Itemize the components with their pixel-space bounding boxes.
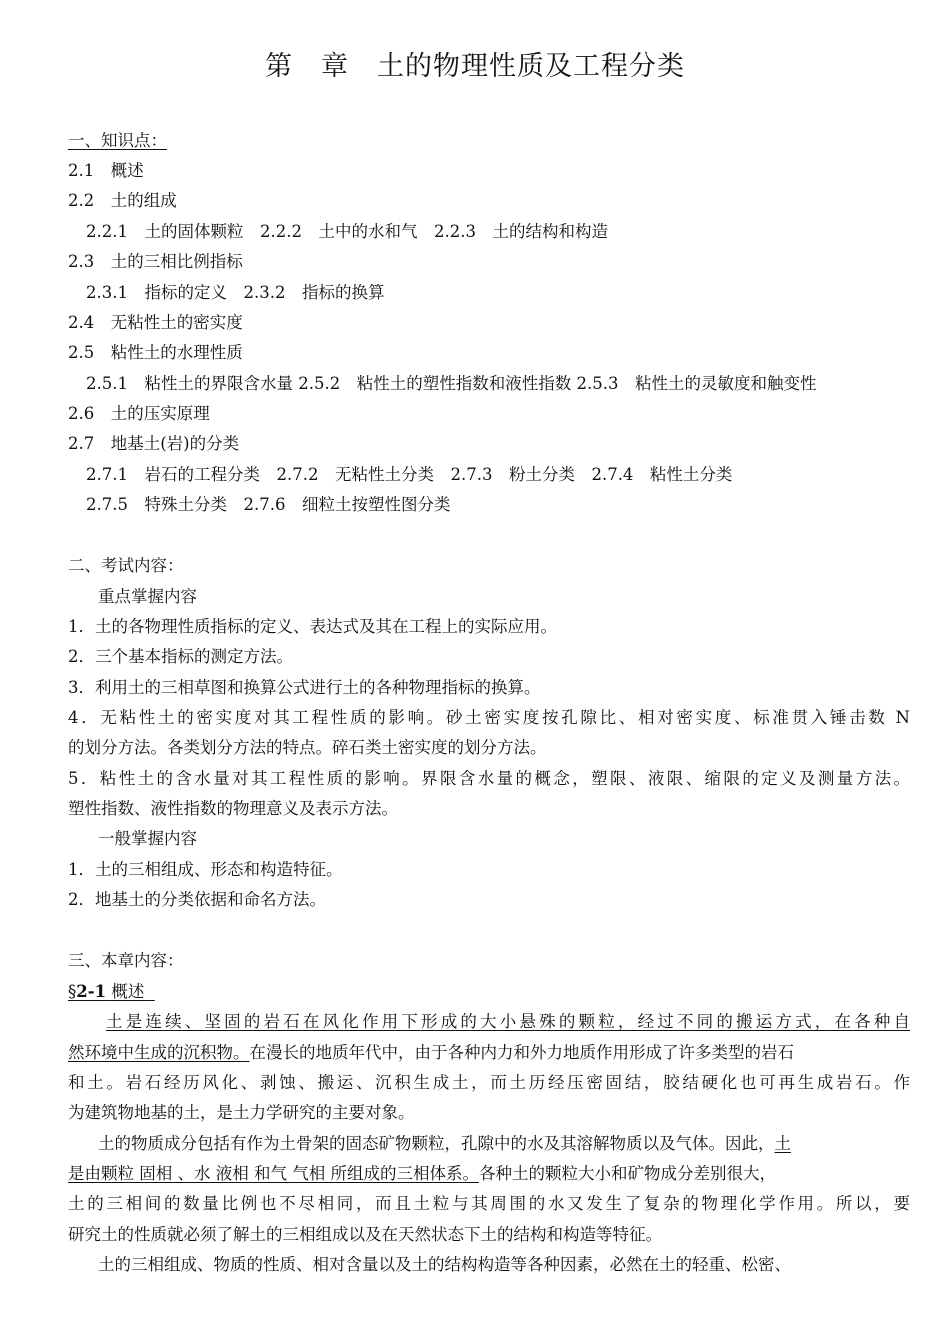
- paragraph-line: 土的三相间的数量比例也不尽相同，而且土粒与其周围的水又发生了复杂的物理化学作用。所以，要: [68, 1194, 910, 1213]
- toc-item: 2.1 概述: [68, 161, 144, 180]
- toc-item: 2.7 地基土(岩)的分类: [68, 434, 240, 453]
- underlined-text: 然环境中生成的沉积物。: [68, 1043, 250, 1062]
- paragraph-line: 研究土的性质就必须了解土的三相组成以及在天然状态下土的结构和构造等特征。: [68, 1225, 662, 1244]
- section-sign: §: [68, 982, 77, 1001]
- key-item: 2．三个基本指标的测定方法。: [68, 647, 293, 666]
- general-item: 2．地基土的分类依据和命名方法。: [68, 890, 326, 909]
- paragraph-line: [68, 1163, 910, 1185]
- section-heading-knowledge-points: 一、知识点：: [68, 131, 167, 150]
- general-item: 1．土的三相组成、形态和构造特征。: [68, 860, 343, 879]
- toc-subitem: 2.3.1 指标的定义 2.3.2 指标的换算: [86, 283, 385, 302]
- key-content-heading: 重点掌握内容: [98, 587, 197, 606]
- key-item: 4．无粘性土的密实度对其工程性质的影响。砂土密实度按孔隙比、相对密实度、标准贯入锤击数 N: [68, 708, 910, 727]
- toc-item: 2.4 无粘性土的密实度: [68, 313, 243, 332]
- key-item-continued: 塑性指数、液性指数的物理意义及表示方法。: [68, 799, 398, 818]
- key-item: 3．利用土的三相草图和换算公式进行土的各种物理指标的换算。: [68, 678, 541, 697]
- toc-item: 2.5 粘性土的水理性质: [68, 343, 243, 362]
- paragraph-line: [68, 1042, 910, 1064]
- key-item-continued: 的划分方法。各类划分方法的特点。碎石类土密实度的划分方法。: [68, 738, 547, 757]
- paragraph-line: 土是连续、坚固的岩石在风化作用下形成的大小悬殊的颗粒，经过不同的搬运方式，在各种自: [106, 1012, 910, 1031]
- toc-subitem: 2.5.1 粘性土的界限含水量 2.5.2 粘性土的塑性指数和液性指数 2.5.3 粘性土的灵敏度和触变性: [86, 374, 817, 393]
- toc-item: 2.6 土的压实原理: [68, 404, 210, 423]
- key-item: 5．粘性土的含水量对其工程性质的影响。界限含水量的概念，塑限、液限、缩限的定义及测量方法。: [68, 769, 910, 788]
- paragraph-text: 在漫长的地质年代中，由于各种内力和外力地质作用形成了许多类型的岩石: [249, 1043, 794, 1062]
- section-heading-exam-content: 二、考试内容：: [68, 556, 184, 575]
- toc-subitem: 2.2.1 土的固体颗粒 2.2.2 土中的水和气 2.2.3 土的结构和构造: [86, 222, 608, 241]
- paragraph-line: 土的三相组成、物质的性质、相对含量以及土的结构构造等各种因素，必然在土的轻重、松密、: [98, 1255, 791, 1274]
- subsection-number: 2-1: [76, 982, 107, 1001]
- chapter-title: 第 章 土的物理性质及工程分类: [265, 51, 685, 82]
- general-content-heading: 一般掌握内容: [98, 829, 197, 848]
- subsection-title: 概述: [111, 982, 145, 1001]
- underlined-text: 是由颗粒 固相 、水 液相 和气 气相 所组成的三相体系。: [68, 1164, 479, 1183]
- toc-item: 2.3 土的三相比例指标: [68, 252, 243, 271]
- subsection-heading: [68, 981, 155, 1003]
- paragraph-line: [98, 1133, 910, 1155]
- toc-subitem: 2.7.1 岩石的工程分类 2.7.2 无粘性土分类 2.7.3 粉土分类 2.7.4 粘性土分类: [86, 465, 733, 484]
- paragraph-text: 各种土的颗粒大小和矿物成分差别很大，: [478, 1164, 776, 1183]
- underlined-text: 土: [774, 1134, 791, 1153]
- paragraph-text: 土的物质成分包括有作为土骨架的固态矿物颗粒，孔隙中的水及其溶解物质以及气体。因此，: [98, 1134, 775, 1153]
- toc-item: 2.2 土的组成: [68, 191, 177, 210]
- key-item: 1．土的各物理性质指标的定义、表达式及其在工程上的实际应用。: [68, 617, 557, 636]
- paragraph-line: 和土。岩石经历风化、剥蚀、搬运、沉积生成土，而土历经压密固结，胶结硬化也可再生成岩石。作: [68, 1073, 910, 1092]
- toc-subitem: 2.7.5 特殊土分类 2.7.6 细粒土按塑性图分类: [86, 495, 451, 514]
- section-heading-chapter-content: 三、本章内容：: [68, 951, 184, 970]
- paragraph-line: 为建筑物地基的土，是土力学研究的主要对象。: [68, 1103, 415, 1122]
